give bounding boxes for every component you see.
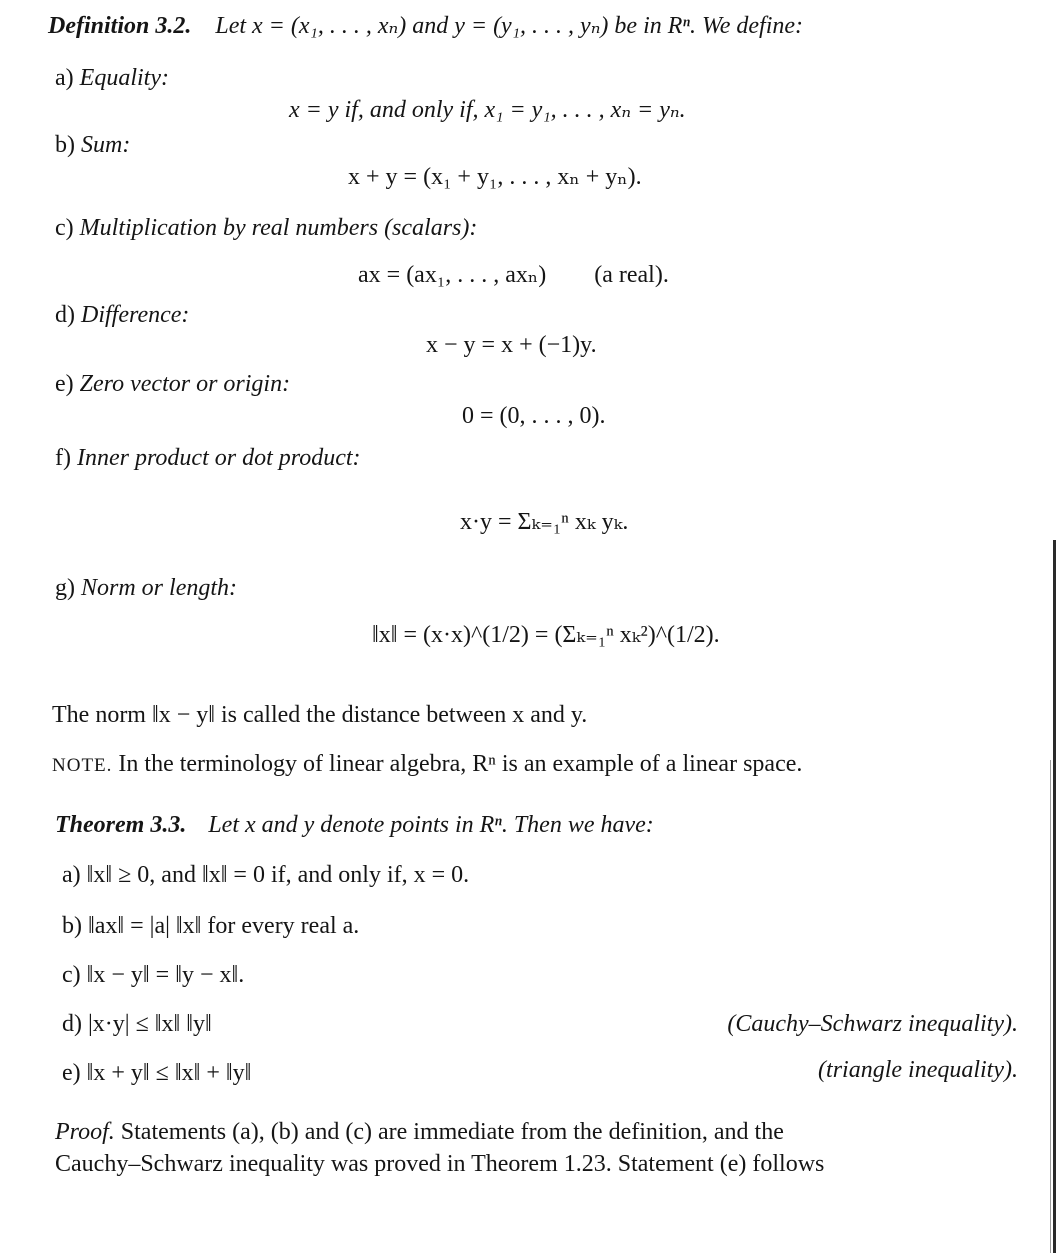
proof-line-2: Cauchy–Schwarz inequality was proved in Theorem 1.23. Statement (e) follows (55, 1151, 825, 1177)
definition-item-g (55, 576, 237, 600)
item-marker: c) (62, 962, 81, 988)
scalar-formula: ax = (ax₁, . . . , axₙ) (a real). (358, 262, 669, 288)
item-marker: a) (55, 65, 74, 91)
item-marker: a) (62, 862, 81, 888)
definition-item-e (55, 372, 290, 396)
equality-formula: x = y if, and only if, x₁ = y₁, . . . , xₙ = yₙ. (289, 97, 686, 123)
note-label: NOTE. (52, 755, 113, 776)
note-text: In the terminology of linear algebra, Rⁿ is an example of a linear space. (118, 751, 803, 777)
cauchy-schwarz-label: (Cauchy–Schwarz inequality). (727, 1011, 1018, 1037)
theorem-label: Theorem 3.3. (55, 812, 187, 838)
item-term: Equality: (79, 65, 169, 91)
theorem-heading (55, 813, 654, 837)
proof-text: Statements (a), (b) and (c) are immediate from the definition, and the (120, 1119, 784, 1145)
definition-heading (48, 14, 803, 38)
difference-formula: x − y = x + (−1)y. (426, 332, 597, 358)
definition-item-d (55, 303, 189, 327)
definition-label: Definition 3.2. (48, 13, 192, 39)
theorem-item-b (62, 914, 359, 938)
sum-formula: x + y = (x₁ + y₁, . . . , xₙ + yₙ). (348, 164, 642, 190)
theorem-item-a (62, 863, 469, 887)
item-term: Multiplication by real numbers (scalars): (79, 215, 478, 241)
item-marker: g) (55, 575, 75, 601)
definition-item-b (55, 133, 130, 157)
item-marker: d) (55, 302, 75, 328)
item-term: Sum: (81, 132, 131, 158)
note-paragraph (52, 752, 802, 776)
item-marker: c) (55, 215, 74, 241)
page-edge-line (1050, 760, 1051, 1253)
item-statement: ‖x − y‖ = ‖y − x‖. (86, 962, 245, 988)
item-marker: b) (55, 132, 75, 158)
item-marker: b) (62, 913, 82, 939)
distance-sentence: The norm ‖x − y‖ is called the distance between x and y. (52, 702, 588, 728)
item-statement: |x·y| ≤ ‖x‖ ‖y‖ (88, 1011, 212, 1037)
item-term: Difference: (81, 302, 190, 328)
item-statement: ‖x‖ ≥ 0, and ‖x‖ = 0 if, and only if, x = 0. (86, 862, 470, 888)
theorem-item-c (62, 963, 244, 987)
norm-formula: ‖x‖ = (x·x)^(1/2) = (Σₖ₌₁ⁿ xₖ²)^(1/2). (372, 622, 720, 648)
definition-item-f (55, 446, 361, 470)
triangle-inequality-label: (triangle inequality). (818, 1057, 1018, 1083)
proof-line-1 (55, 1120, 784, 1144)
dot-product-formula: x·y = Σₖ₌₁ⁿ xₖ yₖ. (460, 509, 629, 535)
definition-intro: Let x = (x₁, . . . , xₙ) and y = (y₁, . . . , yₙ) be in Rⁿ. We define: (215, 13, 804, 39)
proof-label: Proof. (55, 1119, 115, 1145)
zero-formula: 0 = (0, . . . , 0). (462, 403, 606, 429)
item-term: Zero vector or origin: (79, 371, 291, 397)
item-statement: ‖x + y‖ ≤ ‖x‖ + ‖y‖ (86, 1060, 252, 1086)
theorem-intro: Let x and y denote points in Rⁿ. Then we have: (208, 812, 654, 838)
definition-item-a (55, 66, 169, 90)
item-statement: ‖ax‖ = |a| ‖x‖ for every real a. (88, 913, 360, 939)
theorem-item-d (62, 1012, 212, 1036)
item-marker: f) (55, 445, 71, 471)
item-marker: e) (62, 1060, 81, 1086)
theorem-item-e (62, 1061, 251, 1085)
definition-item-c (55, 216, 477, 240)
item-marker: d) (62, 1011, 82, 1037)
item-term: Norm or length: (81, 575, 237, 601)
item-marker: e) (55, 371, 74, 397)
item-term: Inner product or dot product: (76, 445, 361, 471)
